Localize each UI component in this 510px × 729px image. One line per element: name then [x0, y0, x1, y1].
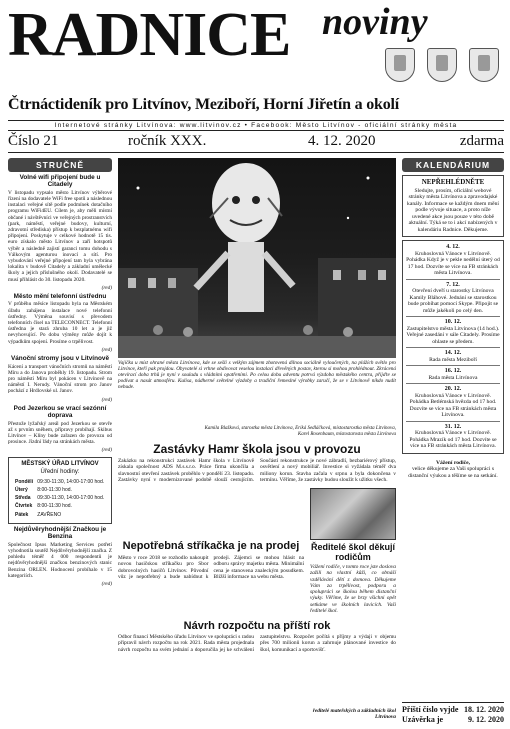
- wifi-article-title: Volné wifi připojení bude u Citadely: [19, 174, 101, 189]
- notice-box: [402, 175, 504, 237]
- wifi-article-sig: (red): [101, 284, 112, 291]
- trees-article-title: Vánoční stromy jsou v Litvínově: [10, 355, 109, 363]
- deadline-date: 9. 12. 2020: [468, 715, 504, 724]
- office-hours-box: [8, 457, 112, 524]
- christmas-market-photo: [118, 158, 396, 358]
- fire-engine-article-text: Město v roce 2018 se rozhodlo nakoupit novou hasičskou stříkačku pro Sbor dobrovolných hasičů Litvínov. Původní vůz je nepotřebný a bude nabídnut k prodeji. Zájemci se mohou hlásit na odboru správy majetku města. Minimální cena je stanovena znaleckým posudkem. Bližší informace na webu města.: [118, 555, 304, 580]
- event-date: 31. 12.: [444, 423, 462, 430]
- table-row: [14, 479, 106, 485]
- next-issue-date: 18. 12. 2020: [464, 705, 504, 714]
- notice-text: Sledujte, prosím, oficiální webové stránky města Litvínova a zpravodajské kanály. Informace se každým dnem mění podle vývoje situace, a proto níže uvedené akce jsou pouze v této době aktuální. Týká se to i akcí nabízených v kalendáriu Radnice. Děkujeme.: [407, 187, 499, 233]
- thanks-box: [402, 457, 504, 483]
- phone-article-text: V průběhu měsíce listopadu byla na Městském úřadu zahájena instalace nové telefonní ústředny. Výměna souvisí s převodem telefonních čísel na TELECONNECT. Telefonní ústředna je stará zhruba 10 let a je již nevyhovující. Po dobu výměny může dojít k výpadkům spojení. Prosíme o trpělivost.: [8, 301, 112, 345]
- list-item: [406, 422, 500, 452]
- issue-price: zdarma: [459, 133, 504, 149]
- list-item: [406, 317, 500, 348]
- budget-article-title: Návrh rozpočtu na příští rok: [183, 620, 331, 632]
- hours-day: Pondělí: [15, 478, 34, 485]
- fire-engine-article-title: Nepotřebná stříkačka je na prodej: [122, 540, 300, 552]
- school-photo: [310, 488, 396, 540]
- benzina-article-title: Nejdůvěryhodnější Značkou je Benzina: [13, 526, 107, 541]
- transport-article-title: Pod Jezerkou se vrací sezónní doprava: [13, 404, 107, 420]
- photo-illustration: [118, 158, 396, 358]
- benzina-article-sig: (red): [101, 581, 112, 588]
- right-column: [402, 158, 504, 482]
- event-text: Otevření dveří u starostky Litvínova Kamily Bláhové. Jednání se starostkou bude probíhat pomocí Skype. Připojit se může jakékoli po celý den.: [407, 288, 499, 314]
- office-hours-table: [12, 477, 108, 520]
- list-item: [406, 366, 500, 384]
- hours-time: 8:00-11:30 hod.: [37, 486, 72, 493]
- kalendarium-header: KALENDÁRIUM: [402, 158, 504, 172]
- table-row: [14, 512, 106, 518]
- event-date: 14. 12.: [444, 350, 462, 356]
- table-row: [14, 495, 106, 501]
- hours-day: Čtvrtek: [15, 503, 33, 510]
- mezibori-crest-icon: [427, 48, 457, 82]
- transport-article-text: Přestože lyžařský areál pod Jezerkou se otevře až s prvním sněhem, přípravy probíhají. Skibus Litvínov – Klíny bude zařazen do provozu od prosince. Jízdní řády na stránkách města.: [8, 420, 112, 446]
- event-text: Kruhoslovná Vánoce v Litvínově. Pohádka Mrazík od 17 hod. Dozvíte se více na FB stránkách města Litvínova.: [409, 430, 497, 449]
- hours-time: 8:00-11:30 hod.: [37, 503, 72, 510]
- table-row: [14, 487, 106, 493]
- thanks-title: Vážení rodiče,: [435, 459, 471, 466]
- directors-article-title: Ředitelé škol děkují rodičům: [310, 542, 396, 562]
- photo-caption: Vajíčka u míst ohrané města Litvínova, kde se sešli s velkým zájmem zhotovená dílnou sociálně vyloučených, na plážích světlo pro Litvínov, kteří pak projdou. Obyvatelé si vrhne obdivovat veselou instalaci dřevěných postav, kterou si mohou prohlédnout. Zkrácená otevírací doba trhů je nyní v souladu s vládními opatřeními. Po celou dobu adventu potrvá výzdoba městského centra, přijďte se podívat a nasát atmosféru. Kulisa, nádherné světelné výzdoby a tradiční řemeslné výrobky zaručí, že se v Litvínově nikdo nudit nebude.: [118, 360, 396, 391]
- deadline-label: Uzávěrka je: [402, 715, 444, 724]
- web-links-line: Internetové stránky Litvínova: www.litvinov.cz • Facebook: Město Litvínov - oficiální stránky města: [8, 120, 504, 131]
- litvinov-crest-icon: [385, 48, 415, 82]
- trees-article-text: Kácení a transport vánočních stromů na náměstí Míru a do Janova proběhly 19. listopadu. Strom pro náměstí Míru byl pokácen v Litvínově na náměstí I. Nerudy. Vánoční strom pro Janov pochází z Hrdlovské ul. Janov.: [8, 363, 112, 395]
- event-date: 4. 12.: [446, 244, 460, 250]
- issue-number: Číslo 21: [8, 133, 59, 149]
- left-column: [8, 158, 112, 589]
- masthead-tagline: Čtrnáctideník pro Litvínov, Meziboří, Horní Jiřetín a okolí: [8, 96, 400, 113]
- event-date: 7. 12.: [446, 281, 460, 288]
- hours-day: Úterý: [15, 486, 28, 493]
- jiretin-crest-icon: [469, 48, 499, 82]
- directors-article-text: Vážení rodiče, v tomto roce jste doslova zažili na vlastní kůži, co obnáší vzdělávání dětí z domova. Děkujeme Vám za trpělivost, podporu a spolupráci se školou během distanční výuky. Věříme, že se brzy všichni opět setkáme ve školních lavicích. Vaši ředitelé škol.: [310, 564, 396, 615]
- hours-time: 09:30-11:30, 14:00-17:00 hod.: [37, 478, 105, 485]
- issue-year: ročník XXX.: [128, 133, 207, 149]
- wifi-article-text: V listopadu vypsalo město Litvínov výběrové řízení na dodavatele WiFi free spotů a následnou instalaci veřejné sítě podle podmínek dotačního programu WiFi4EU. Cílem je, aby měli místní občané i návštěvníci ve veřejných prostranstvích (park, náměstí, veřejné budovy, kulturní, zdravotní střediska) přístup k bezplatnému wifi připojení. Poskytuje v celkové hodnotě 15 tis. euro získalo město Litvínov a zaří hotspotů výběr a následně zajistí garanci tomu dohodu s Válkovým agenturou inovací a sítí. Pro vybudování veřejné připojení tam byla vybrána lokalita v budově Citadely a základní umělecké školy a jejich příslušného okolí. Dodavatelé se musí přihlásit do 30. listopadu 2020.: [8, 189, 112, 283]
- issue-date: 4. 12. 2020: [308, 133, 376, 149]
- next-issue-label: Příští číslo vyjde: [402, 705, 459, 714]
- masthead-title: RADNICE: [8, 1, 291, 69]
- next-issue-box: [402, 702, 504, 725]
- list-item: [406, 348, 500, 366]
- hours-time: 09:30-11:30, 14:00-17:00 hod.: [37, 495, 105, 502]
- list-item: [406, 384, 500, 422]
- event-text: Rada města Litvínova: [428, 374, 478, 381]
- directors-article-sig: ředitelé mateřských a základních škol Litvínova: [312, 708, 396, 721]
- benzina-article-text: Společnost Ipsos Marketing Services potřetí vyhodnotila soutěž Nejdůvěryhodnější značka. Z pohledu téměř 4 000 respondentů je nejdůvěryhodnější značkou benzinových stanic Benzina ORLEN. Hodnocení probíhalo v 15 kategoriích.: [8, 541, 112, 579]
- bus-stop-article-title: Zastávky Hamr škola jsou v provozu: [153, 442, 361, 456]
- bus-stop-article-text: Zakázku na rekonstrukci zastávek Hamr škola v Litvínově získala společnost ADS M.s.s.r.o. Práce firma ukončila a slavnostní otevření zastávek proběhlo v pondělí 23. listopadu. Zastávky nyní v modernizované podobě slouží cestujícím. Součástí rekonstrukce je nové zábradlí, bezbariérový přístup, osvětlení a nový mobiliář. Investice si vyžádala téměř dva miliony korun. Stavba začala v srpnu a byla dokončena v termínu. Věříme, že zastávky budou sloužit k užitku všech.: [118, 458, 396, 483]
- masthead-subtitle: noviny: [322, 1, 428, 43]
- trees-article-sig: (red): [101, 396, 112, 403]
- issue-info-row: [8, 133, 504, 153]
- thanks-text: velice děkujeme za Vaši spolupráci s distanční výukou a těšíme se na setkání.: [408, 466, 498, 479]
- event-text: Kruhoslovná Vánoce v Litvínově. Pohádka Když je v pekle nedělní úterý od 17 hod. Dozvíte se více na FB stránkách města Litvínova.: [406, 250, 500, 276]
- event-text: Kruhoslovná Vánoce v Litvínově. Pohádka Betlémská hvězda od 17 hod. Dozvíte se více na FB stránkách města Litvínova.: [409, 392, 497, 418]
- phone-article-sig: (red): [101, 346, 112, 353]
- phone-article-title: Město mění telefonní ústřednu: [13, 293, 107, 301]
- event-date: 10. 12.: [444, 319, 462, 325]
- list-item: [406, 242, 500, 280]
- hours-day: Středa: [15, 495, 31, 502]
- photo-signature: Kamila Blažková, starostka města Litvínova, Eriká Sedláčková, místostarostka města Litvínova, Karel Rosenbaum, místostarosta města Litvínova: [204, 426, 396, 437]
- event-date: 16. 12.: [444, 368, 462, 374]
- budget-article-text: Odbor financí Městského úřadu Litvínov ve spolupráci s radou připravil návrh rozpočtu na rok 2021. Rada města projednala návrh rozpočtu na svém jednání a doporučila jej ke schválení zastupitelstvu. Rozpočet počítá s příjmy a výdaji v objemu přes 700 milionů korun a zahrnuje plánované investice do škol, komunikací a sportovišť.: [118, 634, 396, 653]
- notice-title: NEPŘEHLÉDNĚTE: [421, 178, 485, 186]
- list-item: [406, 280, 500, 318]
- strucne-header: STRUČNĚ: [8, 158, 112, 172]
- event-text: Zastupitelstvo města Litvínova (14 hod.). Veřejné zasedání v sále Citadely. Prosíme ohlaste se předem.: [406, 325, 500, 345]
- transport-article-sig: (red): [101, 447, 112, 454]
- events-box: [402, 240, 504, 454]
- hours-time: ZAVŘENO: [37, 511, 62, 518]
- event-text: Rada města Meziboří: [429, 356, 477, 363]
- office-hours-title: MĚSTSKÝ ÚŘAD LITVÍNOV: [21, 460, 99, 467]
- hours-day: Pátek: [15, 511, 29, 518]
- event-date: 20. 12.: [444, 386, 462, 392]
- office-hours-subtitle: Úřední hodiny:: [40, 468, 80, 475]
- table-row: [14, 503, 106, 509]
